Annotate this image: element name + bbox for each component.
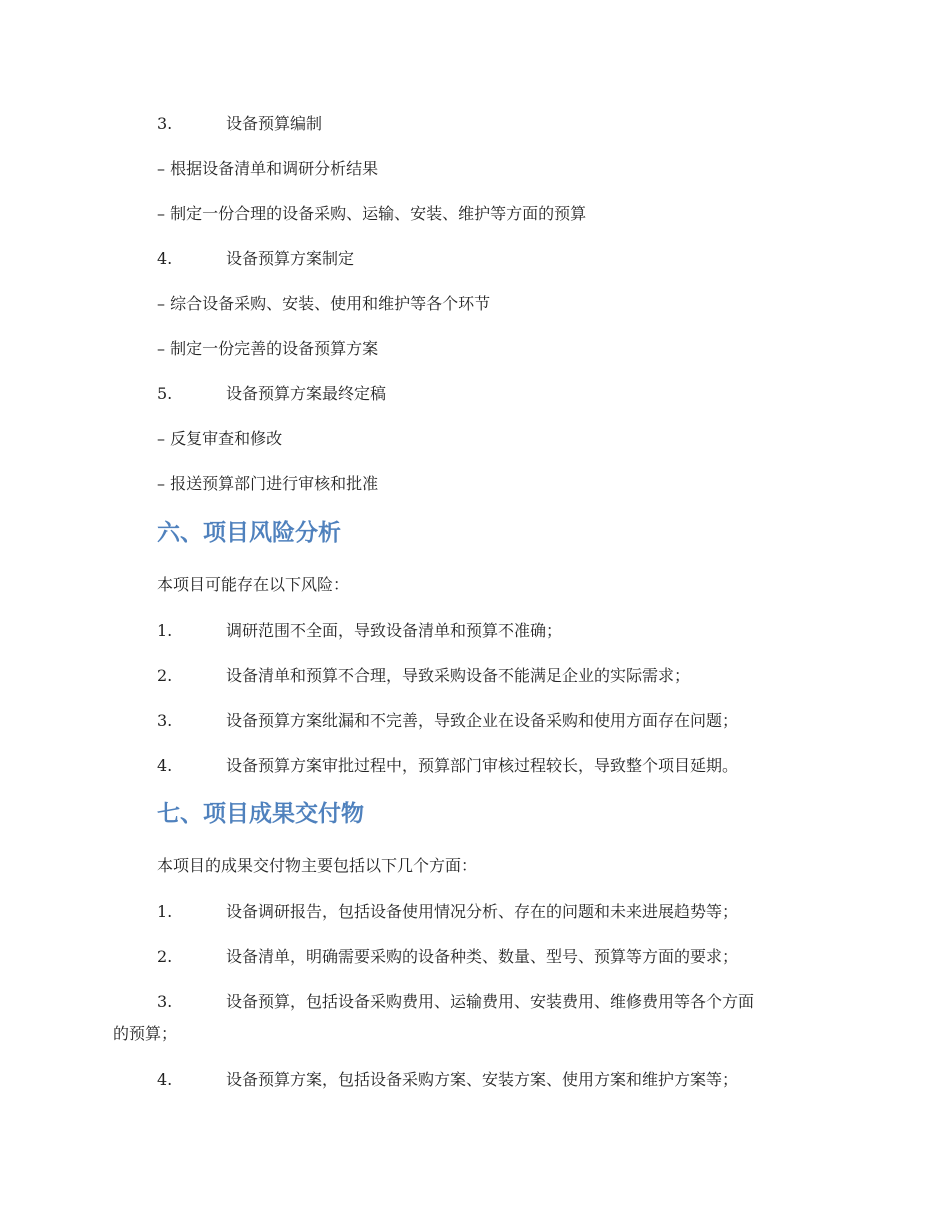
list-item-continuation: 的预算；	[113, 1024, 178, 1043]
step-point: – 反复审查和修改	[157, 429, 283, 448]
section-intro: 本项目可能存在以下风险：	[157, 575, 350, 594]
section-intro: 本项目的成果交付物主要包括以下几个方面：	[157, 856, 478, 875]
step-number: 5.	[157, 384, 173, 403]
step-point: – 根据设备清单和调研分析结果	[157, 159, 379, 178]
list-number: 1.	[157, 902, 173, 921]
step-point: – 报送预算部门进行审核和批准	[157, 474, 379, 493]
list-number: 3.	[157, 711, 173, 730]
list-number: 1.	[157, 621, 173, 640]
step-point: – 制定一份完善的设备预算方案	[157, 339, 379, 358]
list-number: 4.	[157, 756, 173, 775]
section-heading-risk: 六、项目风险分析	[157, 520, 341, 546]
section-heading-deliverables: 七、项目成果交付物	[157, 801, 364, 827]
step-point: – 综合设备采购、安装、使用和维护等各个环节	[157, 294, 491, 313]
step-title: 设备预算方案最终定稿	[226, 384, 387, 403]
list-number: 2.	[157, 666, 173, 685]
list-item-text: 设备预算方案审批过程中，预算部门审核过程较长，导致整个项目延期。	[226, 756, 739, 775]
list-number: 4.	[157, 1070, 173, 1089]
list-item-text: 设备预算方案，包括设备采购方案、安装方案、使用方案和维护方案等；	[226, 1070, 739, 1089]
list-item-text: 设备调研报告，包括设备使用情况分析、存在的问题和未来进展趋势等；	[226, 902, 739, 921]
step-title: 设备预算编制	[226, 114, 323, 133]
list-item-text: 设备清单和预算不合理，导致采购设备不能满足企业的实际需求；	[226, 666, 691, 685]
list-item-text: 设备预算方案纰漏和不完善，导致企业在设备采购和使用方面存在问题；	[226, 711, 739, 730]
step-number: 4.	[157, 249, 173, 268]
list-number: 2.	[157, 947, 173, 966]
list-item-text: 设备预算，包括设备采购费用、运输费用、安装费用、维修费用等各个方面	[226, 992, 755, 1011]
list-item-text: 调研范围不全面，导致设备清单和预算不准确；	[226, 621, 563, 640]
list-item-text: 设备清单，明确需要采购的设备种类、数量、型号、预算等方面的要求；	[226, 947, 739, 966]
step-title: 设备预算方案制定	[226, 249, 355, 268]
list-number: 3.	[157, 992, 173, 1011]
step-point: – 制定一份合理的设备采购、运输、安装、维护等方面的预算	[157, 204, 587, 223]
step-number: 3.	[157, 114, 173, 133]
